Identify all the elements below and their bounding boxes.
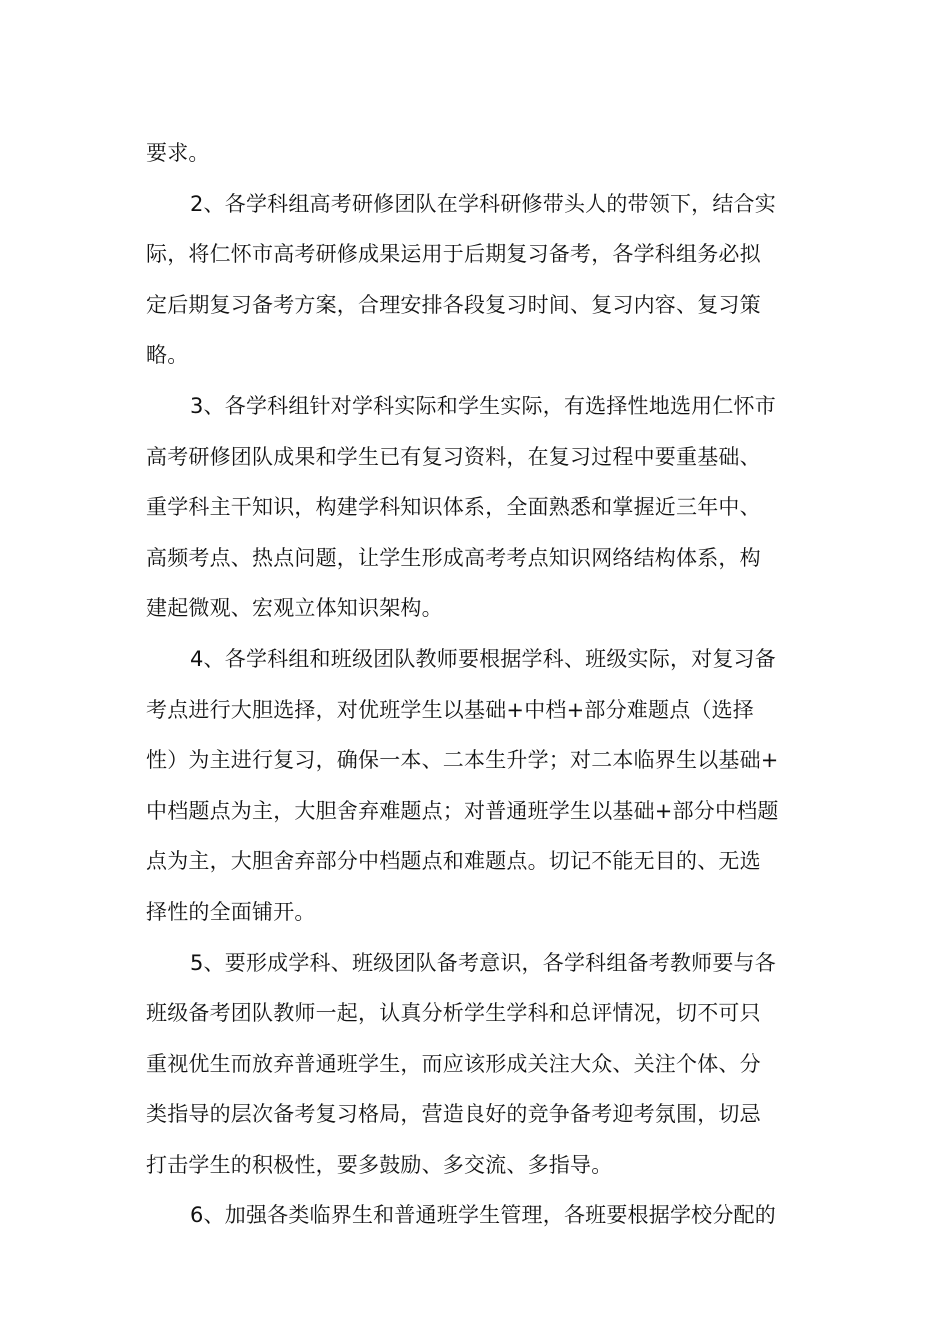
text-line: 性）为主进行复习，确保一本、二本生升学；对二本临界生以基础+: [146, 748, 779, 773]
text-line: 要求。: [146, 141, 210, 165]
text-line: 略。: [146, 343, 189, 368]
body-text: [146, 128, 816, 1241]
text-line: 班级备考团队教师一起，认真分析学生学科和总评情况，切不可只: [146, 1001, 761, 1026]
text-line: 打击学生的积极性，要多鼓励、多交流、多指导。: [146, 1152, 613, 1177]
text-line: 类指导的层次备考复习格局，营造良好的竞争备考迎考氛围，切忌: [146, 1102, 761, 1127]
text-line: 重视优生而放弃普通班学生，而应该形成关注大众、关注个体、分: [146, 1051, 761, 1076]
paragraph-6-start: 6、加强各类临界生和普通班学生管理，各班要根据学校分配的: [190, 1203, 776, 1228]
text-line: 择性的全面铺开。: [146, 899, 316, 924]
paragraph-4-start: 4、各学科组和班级团队教师要根据学科、班级实际，对复习备: [190, 646, 776, 671]
text-line: 建起微观、宏观立体知识架构。: [146, 596, 443, 621]
paragraph-2-start: 2、各学科组高考研修团队在学科研修带头人的带领下，结合实: [190, 191, 776, 216]
text-line: 中档题点为主，大胆舍弃难题点；对普通班学生以基础+部分中档题: [146, 798, 779, 823]
text-line: 点为主，大胆舍弃部分中档题点和难题点。切记不能无目的、无选: [146, 849, 761, 874]
paragraph-5-start: 5、要形成学科、班级团队备考意识，各学科组备考教师要与各: [190, 950, 776, 975]
text-line: 际，将仁怀市高考研修成果运用于后期复习备考，各学科组务必拟: [146, 242, 761, 267]
text-line: 高频考点、热点问题，让学生形成高考考点知识网络结构体系，构: [146, 545, 761, 570]
text-line: 定后期复习备考方案，合理安排各段复习时间、复习内容、复习策: [146, 292, 761, 317]
text-line: 高考研修团队成果和学生已有复习资料，在复习过程中要重基础、: [146, 444, 761, 469]
text-line: 考点进行大胆选择，对优班学生以基础+中档+部分难题点（选择: [146, 697, 754, 722]
text-line: 重学科主干知识，构建学科知识体系，全面熟悉和掌握近三年中、: [146, 495, 761, 520]
paragraph-3-start: 3、各学科组针对学科实际和学生实际，有选择性地选用仁怀市: [190, 393, 776, 418]
